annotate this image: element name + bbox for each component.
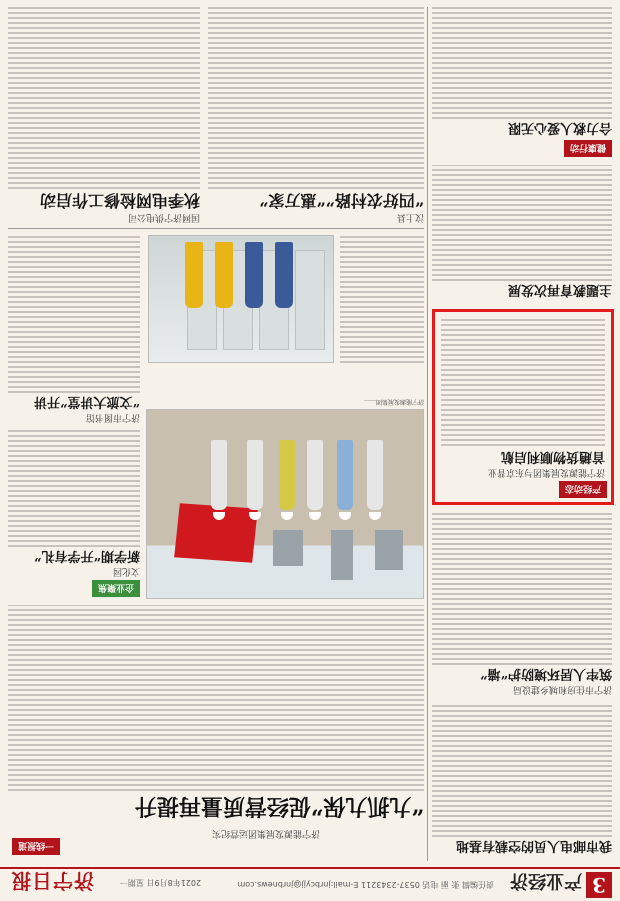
bottom-right-kicker: 国网济宁供电公司 bbox=[127, 212, 200, 222]
right-mid-kicker: 文化园 bbox=[112, 566, 140, 576]
mid-left-title: 筑牢人居环境防护“墙” bbox=[480, 666, 612, 681]
boxed-kicker: 济宁能源发展集团与东京普业 bbox=[487, 467, 605, 477]
highlighted-article bbox=[432, 309, 614, 505]
page-number: 3 bbox=[586, 872, 612, 898]
lead-subhead: 济宁能源发展集团运营纪实 bbox=[211, 828, 320, 838]
enterprise-focus-tag: 企业聚焦 bbox=[92, 580, 140, 597]
mid-left-kicker: 济宁市住房和城乡建设局 bbox=[512, 684, 612, 694]
left-lower-body bbox=[432, 165, 612, 281]
bottom-left-body bbox=[432, 7, 612, 119]
bottom-right-title: 秋季电网检修工作启动 bbox=[39, 191, 200, 210]
section-name: 产业经济 bbox=[510, 870, 582, 891]
column-divider bbox=[427, 7, 428, 861]
paper-masthead: 济宁日报 bbox=[10, 869, 94, 893]
photo-caption: 济宁能源发展集团…… bbox=[363, 398, 424, 405]
news-tag: 产经动态 bbox=[559, 481, 607, 498]
right-mid2-title: “文旅大讲堂”开讲 bbox=[34, 394, 140, 409]
lead-photo bbox=[146, 409, 424, 599]
grid-maintenance-photo bbox=[148, 235, 334, 363]
boxed-title: 首趟货物顺利启航 bbox=[500, 449, 605, 464]
bottom-right-body bbox=[8, 7, 200, 189]
bottom-mid-title: “四好农村路”“惠万家” bbox=[259, 191, 424, 210]
bottom-left-kicker: 健康行动 bbox=[564, 140, 612, 157]
bottom-left-title: 合力救人爱心无限 bbox=[507, 120, 612, 135]
editor-line: 责任编辑 张 丽 电话 0537-2343211 E-mail:jnrbcyjj@jnrbnews.com bbox=[237, 880, 494, 889]
photo2-side-text bbox=[340, 235, 424, 363]
right-mid2-body bbox=[8, 233, 140, 393]
right-mid2-kicker: 济宁市图书馆 bbox=[85, 412, 140, 422]
right-mid-body bbox=[8, 429, 140, 547]
right-mid-title: 新学期“开学有礼” bbox=[34, 548, 140, 563]
upper-left-title: 我市邮电人员的空载有基地 bbox=[455, 838, 612, 853]
row-divider bbox=[8, 228, 424, 229]
bottom-mid-body bbox=[208, 7, 424, 189]
lead-headline: “九抓九保”促经营质量再提升 bbox=[134, 793, 424, 819]
bottom-mid-kicker: 汶上县 bbox=[396, 212, 424, 222]
left-lower-title: 主题教育再次发展 bbox=[507, 282, 612, 297]
page-header bbox=[0, 867, 620, 901]
boxed-body bbox=[441, 318, 605, 446]
date-line: 2021年8月9日 星期一 bbox=[120, 878, 202, 887]
lead-kicker-tag: 一线报道 bbox=[12, 838, 60, 855]
mid-left-body bbox=[432, 511, 612, 665]
lead-body bbox=[8, 605, 424, 791]
upper-left-body bbox=[432, 705, 612, 837]
